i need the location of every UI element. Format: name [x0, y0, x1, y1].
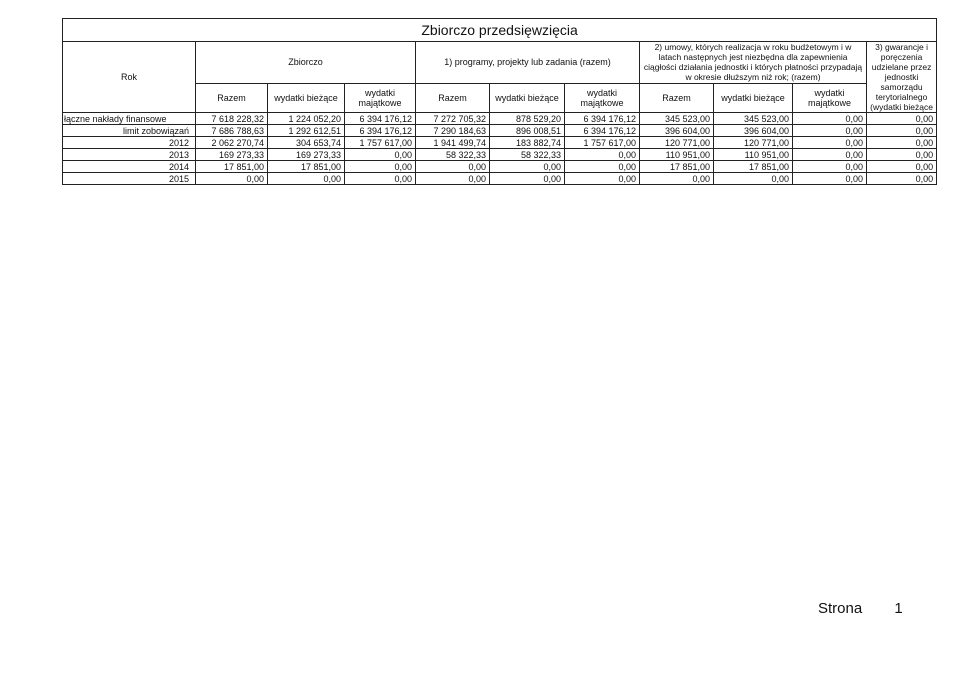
- cell-value: 0,00: [793, 161, 867, 173]
- table-body: [63, 113, 937, 185]
- table-row: [63, 161, 937, 173]
- cell-value: 0,00: [196, 173, 268, 185]
- page-title: Zbiorczo przedsięwzięcia: [63, 19, 937, 42]
- cell-value: 0,00: [793, 137, 867, 149]
- cell-value: 110 951,00: [640, 149, 714, 161]
- cell-value: 120 771,00: [714, 137, 793, 149]
- cell-value: 0,00: [793, 113, 867, 125]
- cell-value: 169 273,33: [268, 149, 345, 161]
- cell-value: 110 951,00: [714, 149, 793, 161]
- summary-sheet: [62, 18, 936, 185]
- cell-value: 304 653,74: [268, 137, 345, 149]
- cell-value: 1 757 617,00: [565, 137, 640, 149]
- page-number: 1: [894, 600, 903, 617]
- cell-value: 0,00: [867, 137, 937, 149]
- header-umowy-majatkowe: wydatki majątkowe: [793, 83, 867, 112]
- cell-value: 0,00: [640, 173, 714, 185]
- header-group-programy: 1) programy, projekty lub zadania (razem): [416, 42, 640, 84]
- cell-value: 1 292 612,51: [268, 125, 345, 137]
- cell-value: 0,00: [565, 149, 640, 161]
- header-programy-razem: Razem: [416, 83, 490, 112]
- cell-value: 0,00: [345, 149, 416, 161]
- cell-value: 0,00: [793, 149, 867, 161]
- cell-value: 1 941 499,74: [416, 137, 490, 149]
- cell-value: 7 290 184,63: [416, 125, 490, 137]
- cell-value: 878 529,20: [490, 113, 565, 125]
- cell-value: 17 851,00: [714, 161, 793, 173]
- cell-value: 2 062 270,74: [196, 137, 268, 149]
- header-programy-majatkowe: wydatki majątkowe: [565, 83, 640, 112]
- cell-value: 183 882,74: [490, 137, 565, 149]
- cell-value: 396 604,00: [714, 125, 793, 137]
- cell-value: 7 686 788,63: [196, 125, 268, 137]
- header-zbiorczo-biezace: wydatki bieżące: [268, 83, 345, 112]
- header-zbiorczo-majatkowe: wydatki majątkowe: [345, 83, 416, 112]
- cell-value: 896 008,51: [490, 125, 565, 137]
- cell-value: 0,00: [867, 125, 937, 137]
- row-label: łączne nakłady finansowe: [63, 113, 196, 125]
- cell-value: 1 224 052,20: [268, 113, 345, 125]
- cell-value: 17 851,00: [196, 161, 268, 173]
- cell-value: 0,00: [565, 173, 640, 185]
- table-row: [63, 173, 937, 185]
- cell-value: 7 618 228,32: [196, 113, 268, 125]
- cell-value: 0,00: [490, 161, 565, 173]
- cell-value: 396 604,00: [640, 125, 714, 137]
- table-row: [63, 125, 937, 137]
- cell-value: 17 851,00: [640, 161, 714, 173]
- cell-value: 0,00: [565, 161, 640, 173]
- header-zbiorczo-razem: Razem: [196, 83, 268, 112]
- header-rok: Rok: [63, 42, 196, 113]
- cell-value: 0,00: [416, 161, 490, 173]
- cell-value: 0,00: [867, 161, 937, 173]
- cell-value: 7 272 705,32: [416, 113, 490, 125]
- page-label: Strona: [818, 600, 863, 617]
- cell-value: 0,00: [714, 173, 793, 185]
- cell-value: 169 273,33: [196, 149, 268, 161]
- cell-value: 6 394 176,12: [565, 113, 640, 125]
- row-label: 2014: [63, 161, 196, 173]
- cell-value: 0,00: [867, 173, 937, 185]
- table-row: [63, 149, 937, 161]
- cell-value: 120 771,00: [640, 137, 714, 149]
- header-group-umowy: 2) umowy, których realizacja w roku budżetowym i w latach następnych jest niezbędna dla zapewnienia ciągłości działania jednostki i których płatności przypadają w okresie dłuższym niż rok; (razem): [640, 42, 867, 84]
- summary-table: [62, 18, 937, 185]
- row-label: 2013: [63, 149, 196, 161]
- cell-value: 6 394 176,12: [565, 125, 640, 137]
- cell-value: 0,00: [793, 125, 867, 137]
- page-footer: [818, 600, 903, 617]
- cell-value: 0,00: [345, 173, 416, 185]
- table-row: [63, 113, 937, 125]
- row-label: 2015: [63, 173, 196, 185]
- header-group-zbiorczo: Zbiorczo: [196, 42, 416, 84]
- cell-value: 6 394 176,12: [345, 113, 416, 125]
- cell-value: 17 851,00: [268, 161, 345, 173]
- cell-value: 345 523,00: [714, 113, 793, 125]
- cell-value: 0,00: [345, 161, 416, 173]
- cell-value: 0,00: [867, 149, 937, 161]
- cell-value: 0,00: [490, 173, 565, 185]
- row-label: limit zobowiązań: [63, 125, 196, 137]
- cell-value: 0,00: [793, 173, 867, 185]
- cell-value: 6 394 176,12: [345, 125, 416, 137]
- table-row: [63, 137, 937, 149]
- header-umowy-razem: Razem: [640, 83, 714, 112]
- cell-value: 345 523,00: [640, 113, 714, 125]
- cell-value: 58 322,33: [416, 149, 490, 161]
- row-label: 2012: [63, 137, 196, 149]
- header-group-gwarancje: 3) gwarancje i poręczenia udzielane przez jednostki samorządu terytorialnego (wydatki bieżące: [867, 42, 937, 113]
- cell-value: 58 322,33: [490, 149, 565, 161]
- header-umowy-biezace: wydatki bieżące: [714, 83, 793, 112]
- cell-value: 1 757 617,00: [345, 137, 416, 149]
- header-programy-biezace: wydatki bieżące: [490, 83, 565, 112]
- cell-value: 0,00: [416, 173, 490, 185]
- cell-value: 0,00: [268, 173, 345, 185]
- cell-value: 0,00: [867, 113, 937, 125]
